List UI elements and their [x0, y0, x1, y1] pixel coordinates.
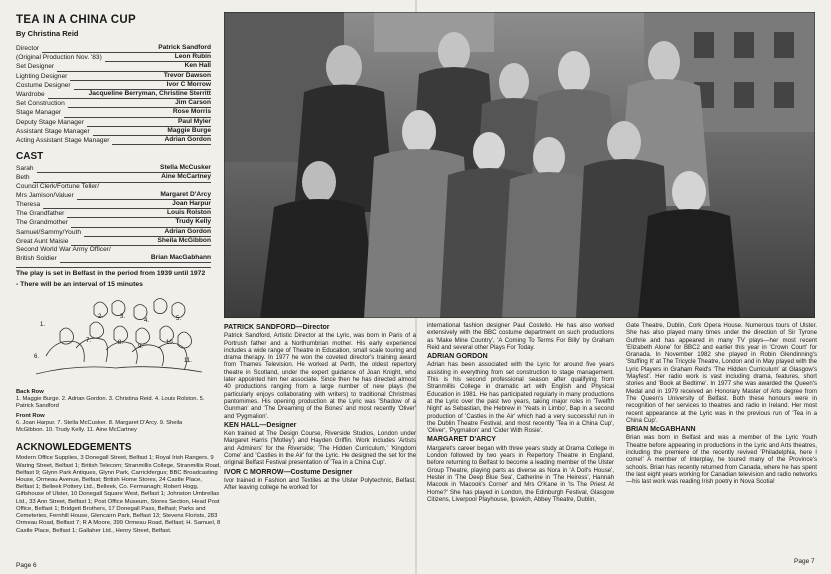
credit-role: Lighting Designer: [16, 72, 68, 80]
bio-text-ken: Ken trained at The Design Course, Riverside Studios, London under Margaret Harris ('Motley') and Hayden Griffin. Work includes 'Artists and Admirers' for the Riverside; 'The Hidden Curriculum,' 'Kingdom Come' and 'Castles in the Air' for the Lyric. He designed the set for the original Belfast Festival presentation of 'Tea in a China Cup'.: [224, 430, 416, 467]
sketch-number: 5.: [176, 316, 182, 323]
credit-role: Wardrobe: [16, 91, 45, 99]
cast-row: [16, 246, 211, 254]
cast-name: Margaret D'Arcy: [77, 191, 211, 200]
page-number-left: Page 6: [16, 562, 37, 569]
cast-name: Trudy Kelly: [71, 218, 211, 227]
sketch-number: 4.: [144, 318, 150, 325]
cast-role: The Grandfather: [16, 210, 65, 218]
credit-name: Rose Morris: [64, 108, 211, 117]
cast-list: [16, 164, 211, 263]
cast-name: Adrian Gordon: [84, 228, 211, 237]
credit-row: [16, 90, 211, 99]
cast-heading: CAST: [16, 151, 44, 163]
bio-heading-brian: BRIAN McGABHANN: [626, 426, 696, 434]
credit-role: Deputy Stage Manager: [16, 118, 84, 126]
bio-text-ivor-cont: international fashion designer Paul Costello. He has also worked extensively with the BBC costume department on such productions as 'Make Mine Country', 'A Coming To Terms For Billy' by Graham Reid and several other Plays For Today.: [427, 322, 614, 351]
credit-row: [16, 62, 211, 71]
cast-role: British Soldier: [16, 255, 57, 263]
credit-row: [16, 53, 211, 62]
credit-role: Acting Assistant Stage Manager: [16, 137, 110, 145]
credit-name: Ivor C Morrow: [74, 81, 211, 90]
cast-row: [16, 228, 211, 237]
bio-heading-patrick: PATRICK SANDFORD—Director: [224, 324, 330, 331]
cast-name: Aine McCartney: [33, 173, 211, 182]
credit-name: Patrick Sandford: [42, 44, 211, 53]
byline: By Christina Reid: [16, 29, 79, 38]
credit-name: Paul Myler: [87, 118, 211, 127]
credit-name: Jim Carson: [68, 99, 211, 108]
bio-text-adrian: Adrian has been associated with the Lyric for around five years assisting in everything from set construction to stage management. This is his second professional season after qualifying from Stranmillis College in dramatic art with English and Physical Education in 1981. He has participated regularly in many productions at the Lyric over the past two years, taking major roles in 'Twelfth Night' as Sebastian, the Hebrew in 'Yeats in Limbo', Bap in a second production of 'Castles in the Air' which had a very successful run in the Dublin Theatre Festival, and most recently 'Tea in a China Cup', 'Oliver', 'Pygmalion' and 'Cider With Rosie'.: [427, 361, 614, 435]
cast-row: [16, 183, 211, 191]
credit-name: Maggie Burge: [93, 127, 211, 136]
cast-row: [16, 173, 211, 182]
credit-row: [16, 136, 211, 145]
sketch-number: 6.: [34, 354, 40, 361]
cast-role: Second World War Army Officer/: [16, 246, 111, 254]
credit-row: [16, 108, 211, 117]
cast-name: Louis Rolston: [67, 209, 211, 218]
bio-heading-adrian: ADRIAN GORDON: [427, 353, 488, 361]
cast-row: [16, 209, 211, 218]
cast-role: Mrs Jamison/Valuer: [16, 191, 74, 199]
acknowledgements-heading: ACKNOWLEDGEMENTS: [16, 442, 132, 454]
photo-caption: Back Row 1. Maggie Burge. 2. Adrian Gordon. 3. Christina Reid. 4. Louis Rolston. 5. Patrick Sandford Front Row 6. Joan Harpur. 7. Stella McCusker. 8. Margaret D'Arcy. 9. Sheila McGibbon. 10. Trudy Kelly. 11. Aine McCartney: [16, 389, 205, 434]
sketch-number: 1.: [40, 322, 46, 329]
credit-name: Ken Hall: [57, 62, 211, 71]
play-title: TEA IN A CHINA CUP: [16, 14, 136, 26]
sketch-number: 9.: [138, 344, 144, 351]
interval-note: - There will be an interval of 15 minutes: [16, 281, 143, 289]
credit-name: Trevor Dawson: [70, 72, 211, 81]
cast-row: [16, 254, 211, 263]
cast-row: [16, 191, 211, 200]
setting-note: The play is set in Belfast in the period from 1939 until 1972: [16, 267, 211, 278]
credit-role: Director: [16, 45, 40, 52]
cast-row: [16, 237, 211, 246]
credit-role: Costume Designer: [16, 81, 71, 89]
bio-text-brian: Brian was born in Belfast and was a member of the Lyric Youth Theatre before appearing in productions in the Lyric and Arts theatres, including the premiere of the recently revived 'Philadelphia, here I come!' A member of Interplay, he toured many of the Province's schools. Brian has recently returned from Canada, where he has spent the last eight years working for Canadian television and radio networks—his last work was reading Irish poetry in Nova Scotia!: [626, 434, 817, 486]
cast-role: Beth: [16, 174, 30, 182]
cast-role: Great Aunt Maisie: [16, 237, 69, 245]
sketch-number: 8.: [118, 340, 124, 347]
cast-role: Council Clerk/Fortune Teller/: [16, 182, 100, 190]
left-column: [16, 14, 221, 535]
bio-heading-ivor: IVOR C MORROW—Costume Designer: [224, 468, 353, 476]
credit-row: [16, 81, 211, 90]
sketch-number: 11.: [184, 358, 192, 365]
credit-role: Set Construction: [16, 100, 65, 108]
bio-text-margaret: Margaret's career began with three years study at Drama College in London followed by two years in Repertory Theatre in England, before returning to Belfast to become a leading member of the Ulster Group Theatre, playing parts as diverse as Nora in 'A Doll's House', Hester in 'The Deep Blue Sea', Catherine in 'The Heiress', Hannah Macook in 'Macook's Corner' and Mrs O'Kane in 'Is The Priest At Home?' She has played in London, the Edinburgh Festival, Glasgow Citizens, Liverpool Playhouse, Ipswich, Abbey Theatre, Dublin,: [427, 444, 614, 503]
cast-position-sketch: [16, 296, 206, 378]
credit-role: Set Designer: [16, 63, 55, 71]
credit-row: [16, 118, 211, 127]
bio-text-margaret-cont: Gate Theatre, Dublin, Cork Opera House. Numerous tours of Ulster. She has also played many times under the direction of Sir Tyrone Guthrie and has appeared in many TV plays—her most recent 'Elizabeth Alone' for BBC2 and earlier this year in 'Crown Court' for Granada. In November 1982 she played in Robin Glendinning's 'Stuffing It' at The Tricycle Theatre, London and in May played with the Lyric Players in Graham Reid's 'The Hidden Curriculum' at Glasgow's 'Mayfest'. Her radio work is vast including drama, features, short stories and 'Book at Bedtime'. In 1977 she was awarded the Queen's Medal and in 1979 received an Honorary Master of Arts degree from The Queen's University of Belfast. Both these honours were in recognition of her services to theatres and radio in Ireland. Her most recent appearance at the Lyric was in the previous run of 'Tea in a China Cup'.: [626, 322, 817, 424]
credit-row: [16, 72, 211, 81]
credit-role: Assistant Stage Manager: [16, 127, 90, 135]
cast-row: [16, 200, 211, 209]
cast-role: Samuel/Sammy/Youth: [16, 228, 81, 236]
credit-role: (Original Production Nov. '83): [16, 54, 102, 62]
sketch-number: 3.: [120, 314, 126, 321]
production-credits: [16, 44, 211, 145]
bio-text-patrick: Patrick Sandford, Artistic Director at the Lyric, was born in Paris of a Portrush father and a Northumbrian mother. His early experience includes a wide range of Theatre in Education, small scale touring and drama therapy. In 1977 he won the coveted director's training award from Thames Television. He worked at Perth, the oldest repertory theatre in Scotland, under the expert guidance of Joan Knight, who later appointed him her associate. Since then he has directed almost 40 productions ranging from a large number of new plays (he particularly enjoys collaborating with writers) to traditional Christmas pantomimes. His opening production at the Lyric was 'Shadow of a Gunman' and 'The Dreaming of the Bones' and most recently 'Oliver' and 'Pygmalion'.: [224, 332, 416, 420]
cast-name: Sheila McGibbon: [71, 237, 211, 246]
cast-photograph: [224, 12, 815, 318]
acknowledgements-text: Modern Office Supplies, 3 Donegall Street, Belfast 1; Royal Irish Rangers, 9 Waring Street, Belfast 1; British Telecom; Stranmillis College, Stranmillis Road, Belfast 9; Glynn Park Antiques, Glynn Park, Carrickfergus; BBC Broadcasting House, Ormeau Avenue, Belfast; British Home Stores, 24 Castle Place, Belfast 1; Belleek Pottery Ltd., Belleek, Co. Fermanagh; Robert Hogg, Giftshouse of Ulster, 10 Donegall Square West, Belfast 1; Johnston Umbrellas Ltd., 33 Ann Street, Belfast 1; Post Office Museum, Stores Section, Head Post Office, Belfast 1; Bridgett Brothers, 17 Donegall Pass, Belfast; Parks and Cemeteries, Fernhill House, Glencairn Park, Belfast 13; Stevens Florists, 283 Ormeau Road, Belfast 7; R A Moore, 399 Ormeau Road, Belfast; H. Samuel, 8 Castle Place, Belfast 1; Gallaher Ltd., Henry Street, Belfast.: [16, 455, 221, 534]
bio-column-1: [224, 322, 416, 492]
credit-name: Jacqueline Berryman, Christine Sterritt: [48, 90, 211, 99]
cast-name: Brian MacGabhann: [60, 254, 211, 263]
credit-row: [16, 127, 211, 136]
sketch-number: 10.: [166, 340, 175, 347]
bio-column-2: [427, 322, 614, 503]
bio-heading-ken: KEN HALL—Designer: [224, 421, 297, 429]
sketch-number: 7.: [86, 338, 92, 345]
cast-role: Theresa: [16, 201, 41, 209]
credit-row: [16, 44, 211, 53]
credit-role: Stage Manager: [16, 109, 62, 117]
bio-text-ivor: Ivor trained in Fashion and Textiles at the Ulster Polytechnic, Belfast. After leaving college he worked for: [224, 476, 416, 492]
sketch-number: 2.: [98, 314, 104, 321]
bio-heading-margaret: MARGARET D'ARCY: [427, 436, 496, 444]
credit-name: Leon Rubin: [105, 53, 211, 62]
cast-row: [16, 164, 211, 173]
bio-column-3: [626, 322, 817, 486]
cast-role: Sarah: [16, 165, 34, 173]
cast-name: Joan Harpur: [43, 200, 211, 209]
cast-name: Stella McCusker: [37, 164, 211, 173]
credit-name: Adrian Gordon: [112, 136, 211, 145]
credit-row: [16, 99, 211, 108]
cast-role: The Grandmother: [16, 219, 69, 227]
page-number-right: Page 7: [794, 558, 815, 565]
cast-row: [16, 218, 211, 227]
